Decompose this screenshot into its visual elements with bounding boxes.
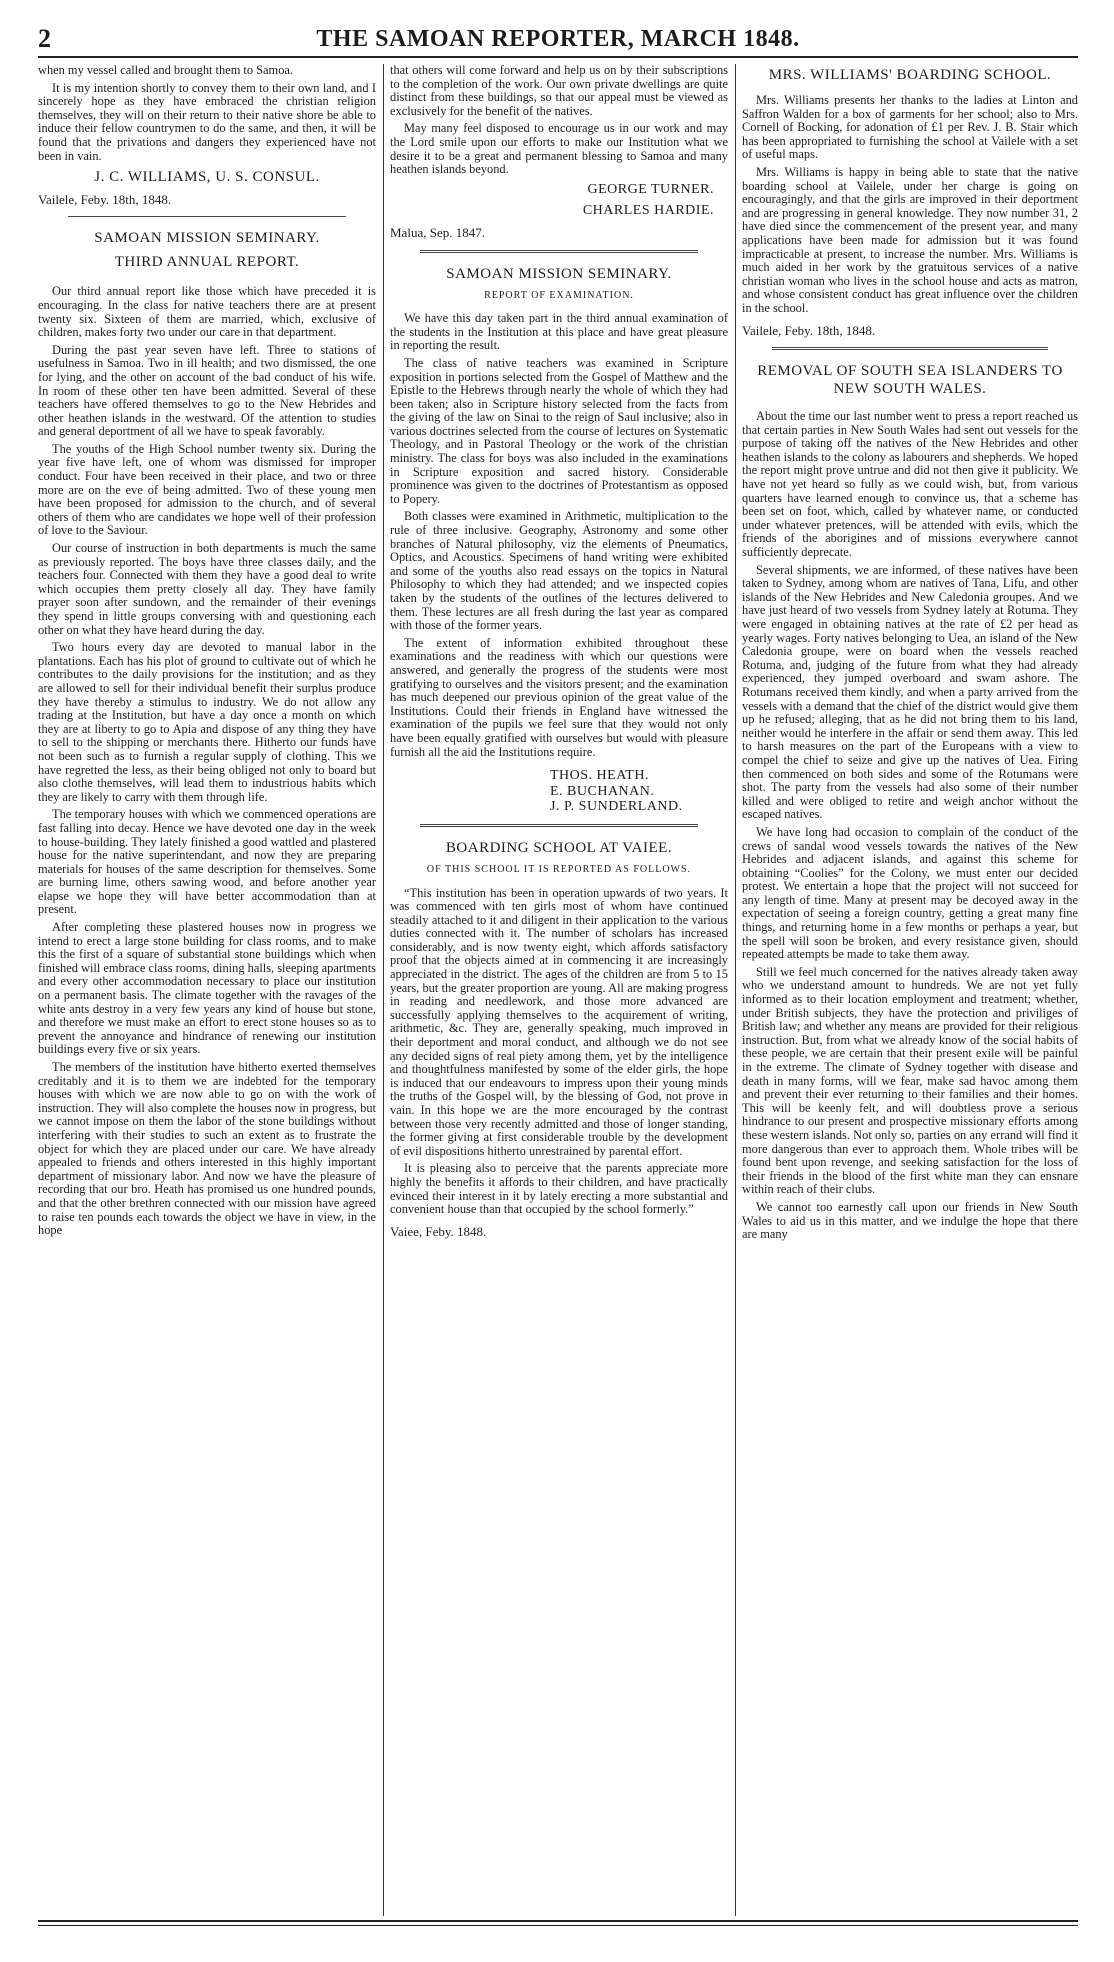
- article-paragraph: Mrs. Williams presents her thanks to the ladies at Linton and Saffron Walden for a box of garments for her school; also to Mrs. Cornell of Bocking, for adonation of £1 per Rev. J. B. Stair which has been appropriated to furnishing the school at Vailele with a set of useful maps.: [742, 93, 1078, 162]
- article-paragraph: It is my intention shortly to convey them to their own land, and I sincerely hope as they have embraced the christian religion themselves, they will on their return to their native shore be able to induce their fellow countrymen to do the same, and then, it will be found that the privations and dangers they experienced have not been in vain.: [38, 80, 376, 163]
- masthead: [38, 22, 1078, 58]
- column-rule: [735, 64, 736, 1916]
- article-paragraph: May many feel disposed to encourage us in our work and may the Lord smile upon our efforts to make our Institution what we desire it to be a great and permanent blessing to Samoa and many heathen islands beyond.: [390, 121, 728, 177]
- article-subheading: REPORT OF EXAMINATION.: [484, 289, 634, 301]
- article-heading: MRS. WILLIAMS' BOARDING SCHOOL.: [768, 67, 1052, 83]
- article-paragraph: The class of native teachers was examined in Scripture exposition in portions selected from the Gospel of Matthew and the Epistle to the Hebrews through nearly the whole of which they had been taken; also in Scripture history selected from the facts from the giving of the law on Sinai to the reign of Saul inclusive; also in various doctrines selected from the course of lectures on Systematic Theology, and in Pastoral Theology or the work of the christian ministry. The class for boys was also included in the examinations in Scripture exposition and sacred history. Considerable prominence was given to the doctrines of Protestantism as opposed to Popery.: [390, 355, 728, 506]
- article-heading: SAMOAN MISSION SEMINARY.: [94, 230, 320, 247]
- article-heading: SAMOAN MISSION SEMINARY.: [446, 265, 672, 282]
- column-rule: [383, 64, 384, 1916]
- signature-block: [390, 769, 728, 814]
- article-continuation: that others will come forward and help us on by their subscriptions to the completion of the work. Our own private dwellings are quite distinct from these buildings, so that our appeal must be viewed as exclusively for the benefit of the natives.: [390, 64, 728, 118]
- dateline: Malua, Sep. 1847.: [390, 224, 485, 240]
- signature: J. C. WILLIAMS, U. S. CONSUL.: [94, 169, 320, 186]
- signature: THOS. HEATH.: [550, 768, 649, 784]
- article-paragraph: The members of the institution have hitherto exerted themselves creditably and it is to them we are indebted for the temporary houses with which we are now able to go on with the work of instruction. They will also complete the houses now in progress, but we cannot impose on them the labor of the stone buildings without interfering with their studies to such an extent as to frustrate the object for which they are placed under our care. We have already appealed to friends and others interested in this highly important department of missionary labor. And now we have the pleasure of recording that our bro. Heath has promised us one hundred pounds, and that the other brethren connected with our mission have agreed to raise ten pounds each towards the object we have in view, in the hope: [38, 1060, 376, 1238]
- article-paragraph: The temporary houses with which we commenced operations are fast falling into decay. Hence we have devoted one day in the week to house-building. They lately finished a good wattled and plastered house for the native superintendant, and now they are preparing materials for houses of the same description for themselves. Some are burning lime, others sawing wood, and before another year elapse we hope they will have better accommodation than at present.: [38, 807, 376, 917]
- article-paragraph: Our third annual report like those which have preceded it is encouraging. In the class for native teachers there are at present twenty six. Sixteen of them are married, which, exclusive of children, makes forty two under our care in that department.: [38, 284, 376, 340]
- column-3: [742, 64, 1078, 1916]
- article-paragraph: We have long had occasion to complain of the conduct of the crews of sandal wood vessels towards the natives of the New Hebrides and adjacent islands, and against this scheme for obtaining “Coolies” for the Colony, we must enter our decided protest. We entertain a hope that the project will not succeed for any length of time. Many at present may be decoyed away in the expectation of seeing a foreign country, getting a great many fine things, and returning home in a few months or perhaps a year, but the spell will soon be broken, and every resistance given, should repeated attempts be made to take them away.: [742, 824, 1078, 962]
- article-paragraph: “This institution has been in operation upwards of two years. It was commenced with ten girls most of whom have continued steadily attached to it and diligent in their application to the various duties connected with it. The number of scholars has increased considerably, and is now twenty eight, which affords satisfactory proof that the objects aimed at in commencing it are increasingly appreciated in the district. The ages of the children are from 5 to 15 years, but the greater proportion are young. All are making progress in reading and needlework, and those more advanced are successfully applying themselves to the acquirement of writing, arithmetic, &c. They are, generally speaking, much improved in their deportment and moral conduct, and although we do not see any decided signs of real piety among them, yet by the intelligence and thoughtfulness manifested by some of the elder girls, the hope is induced that our endeavours to impress upon their young minds the truths of the Gospel will, by the blessing of God, not prove in vain. In this hope we are the more encouraged by the contrast between those very recently admitted and those of longer standing, the former giving at first considerable trouble by the development of evil dispositions hitherto unrestrained by parental effort.: [390, 885, 728, 1158]
- dateline: Vaiee, Feby. 1848.: [390, 1223, 487, 1239]
- section-divider: [420, 250, 698, 253]
- bottom-rule: [38, 1920, 1078, 1926]
- newspaper-title: THE SAMOAN REPORTER, MARCH 1848.: [316, 26, 800, 52]
- article-paragraph: During the past year seven have left. Three to stations of usefulness in Samoa. Two in ill health; and two dismissed, the one for lying, and the other on account of the bad conduct of his wife. In room of these other ten have been admitted. Several of these teachers have offered themselves to go to the New Hebrides and other heathen islands in the westward. Of the attention to studies and general deportment of all we have to speak favorably.: [38, 342, 376, 439]
- article-paragraph: We cannot too earnestly call upon our friends in New South Wales to aid us in this matter, and we indulge the hope that there are many: [742, 1199, 1078, 1242]
- article-paragraph: It is pleasing also to perceive that the parents appreciate more highly the benefits it affords to their children, and have practically evinced their interest in it by lately erecting a more substantial and convenient house than that occupied by the school formerly.”: [390, 1161, 728, 1217]
- article-paragraph: Both classes were examined in Arithmetic, multiplication to the rule of three inclusive. Geography, Astronomy and some other branches of Natural philosophy, viz the elements of Pneumatics, Optics, and Acoustics. Specimens of hand writing were exhibited and some of the youths also read essays on the topics in Natural Philosophy to which they had attended; and we inspected copies taken by the students of the outlines of the lectures delivered to them. These lectures are all fresh during the last year as compared with those of the former years.: [390, 509, 728, 633]
- article-continuation: when my vessel called and brought them to Samoa.: [38, 64, 293, 77]
- column-1: [38, 64, 376, 1916]
- article-paragraph: Still we feel much concerned for the natives already taken away who we understand amount to hundreds. We are not yet fully informed as to their location employment and treatment; whether, under British subjects, they have the protection and priviliges of British law; and whether any means are provided for their religious instruction. But, from what we already know of the social habits of these people, we are certain that their present exile will be painful in the extreme. The climate of Sydney together with disease and death in many forms, will we fear, make sad havoc among them and prevent their ever returning to their families and their homes. This will be keenly felt, and will doubtless prove a serious hindrance to our present and prospective missionary efforts among these western islands. Not only so, parties on any errand will find it more dangerous than ever to approach them. Whole tribes will be found bent upon revenge, and seeking satisfaction for the loss of their friends in the blood of the first white man they can ensnare within reach of their clubs.: [742, 964, 1078, 1197]
- dateline: Vailele, Feby. 18th, 1848.: [38, 191, 172, 207]
- page-number: 2: [38, 24, 51, 53]
- article-paragraph: Our course of instruction in both departments is much the same as previously reported. The boys have three classes daily, and the teachers four. Connected with them they have a good deal to write which occupies them pretty closely all day. They have family prayer soon after sundown, and the remainder of their evenings they spend in little groups conversing with and questioning each other on what they have heard during the day.: [38, 541, 376, 637]
- article-paragraph: After completing these plastered houses now in progress we intend to erect a large stone building for class rooms, and to make this the first of a square of substantial stone buildings which when finished will embrace class rooms, dining halls, sleeping apartments and every other accommodation necessary to place our institution on a permanent basis. The climate together with the ravages of the white ants destroy in a very few years any kind of house but stone, and therefore we must make an effort to erect stone houses so as to prevent the annoyance and hindrance of renewing our institution buildings every five or six years.: [38, 920, 376, 1057]
- article-paragraph: The extent of information exhibited throughout these examinations and the readiness with which our questions were answered, and generally the progress of the students were most gratifying to ourselves and the visitors present; and the examination has much deepened our previous opinion of the great value of the Institutions. Could their friends in England have witnessed the examination of the pupils we feel sure that they would not only have been equally gratified with ourselves but would with pleasure furnish all the aid the Institutions require.: [390, 635, 728, 759]
- article-paragraph: About the time our last number went to press a report reached us that certain parties in New South Wales had sent out vessels for the purpose of taking off the natives of the New Hebrides and other heathen islands to the colony as labourers and shepherds. We hoped the report might prove untrue and did not then give it publicity. We have not yet heard so fully as we could wish, but, from various quarters have learned enough to convince us, that a scheme has been set on foot, which, called by whatever name, or conducted under whatever pretences, will be attended with evils, which the friends of the aborigines and of missions everywhere cannot sufficiently deprecate.: [742, 409, 1078, 560]
- section-divider: [772, 347, 1048, 350]
- article-heading: REMOVAL OF SOUTH SEA ISLANDERS TO NEW SOUTH WALES.: [757, 363, 1063, 398]
- signature: E. BUCHANAN.: [550, 783, 655, 799]
- article-paragraph: Two hours every day are devoted to manual labor in the plantations. Each has his plot of ground to cultivate out of which he contributes to the daily provisions for the institution; and as they are allowed to sell for their individual benefit their surplus produce they have thereby a stimulus to industry. We do not allow any trading at the Institution, but have a day once a month on which they are at liberty to go to Apia and dispose of any thing they have to sell to the shipping or merchants there. Hitherto our funds have not been such as to furnish a regular supply of clothing. This we have regretted the less, as their being obliged not only to board but also clothe themselves, will lead them to industrious habits which they are likely to carry with them through life.: [38, 640, 376, 804]
- dateline: Vailele, Feby. 18th, 1848.: [742, 322, 876, 338]
- article-paragraph: Several shipments, we are informed, of these natives have been taken to Sydney, among whom are natives of Tana, Lifu, and other islands of the New Hebrides and New Caledonia groupes. And we have just heard of two vessels from Sydney lately at Rotuma. They were engaged in obtaining natives at the rate of £2 per head as yearly wages. Forty natives belonging to Uea, an island of the New Caledonia groupe, were on board when the vessels reached Rotuma, and, judging of the future from what they had already experienced, they jumped overboard and swam ashore. The Rotumans received them kindly, and when a party arrived from the vessels with a demand that the chief of the district would give them up he refused; alleging, that as he did not bring them to his land, neither would he interfere in the affair or send them away. This led to harsh measures on the part of the Europeans with a view to compel the chief to seize and give up the natives of Uea. Firing then commenced on both sides and some of the Rotumans were shot. The party from the vessels had also some of their number killed and were obliged to retire and weigh anchor without the escaped natives.: [742, 562, 1078, 822]
- signature: J. P. SUNDERLAND.: [550, 799, 683, 815]
- article-heading: BOARDING SCHOOL AT VAIEE.: [445, 839, 673, 856]
- article-paragraph: Mrs. Williams is happy in being able to state that the native boarding school at Vailele, under her charge is going on encouragingly, and that the girls are improved in their deportment and are progressing in general knowledge. They now number 31, 2 have died since the commencement of the present year, and many applications have been made for admission but it was found impracticable at present, to increase the number. Mrs. Williams is much aided in her work by the gratuitous services of a native christian woman who lives in the school house and acts as matron, and whose consistent conduct has great influence over the children in the school.: [742, 164, 1078, 315]
- signature: CHARLES HARDIE.: [582, 203, 714, 219]
- article-subheading: THIRD ANNUAL REPORT.: [114, 254, 300, 271]
- section-divider: [68, 216, 346, 217]
- signature: GEORGE TURNER.: [587, 181, 714, 197]
- column-2: [390, 64, 728, 1916]
- newspaper-page: [38, 22, 1078, 1927]
- section-divider: [420, 824, 698, 827]
- article-subheading: OF THIS SCHOOL IT IS REPORTED AS FOLLOWS.: [426, 863, 692, 875]
- article-paragraph: The youths of the High School number twenty six. During the year five have left, one of whom was dismissed for improper conduct. Four have been received in their place, and two or three more are on the eve of being admitted. Two of these young men have been proposed for admission to the church, and of several others of them who are candidates we hope well of their profession of love to the Saviour.: [38, 441, 376, 538]
- article-paragraph: We have this day taken part in the third annual examination of the students in the Institution at this place and have great pleasure in reporting the result.: [390, 311, 728, 353]
